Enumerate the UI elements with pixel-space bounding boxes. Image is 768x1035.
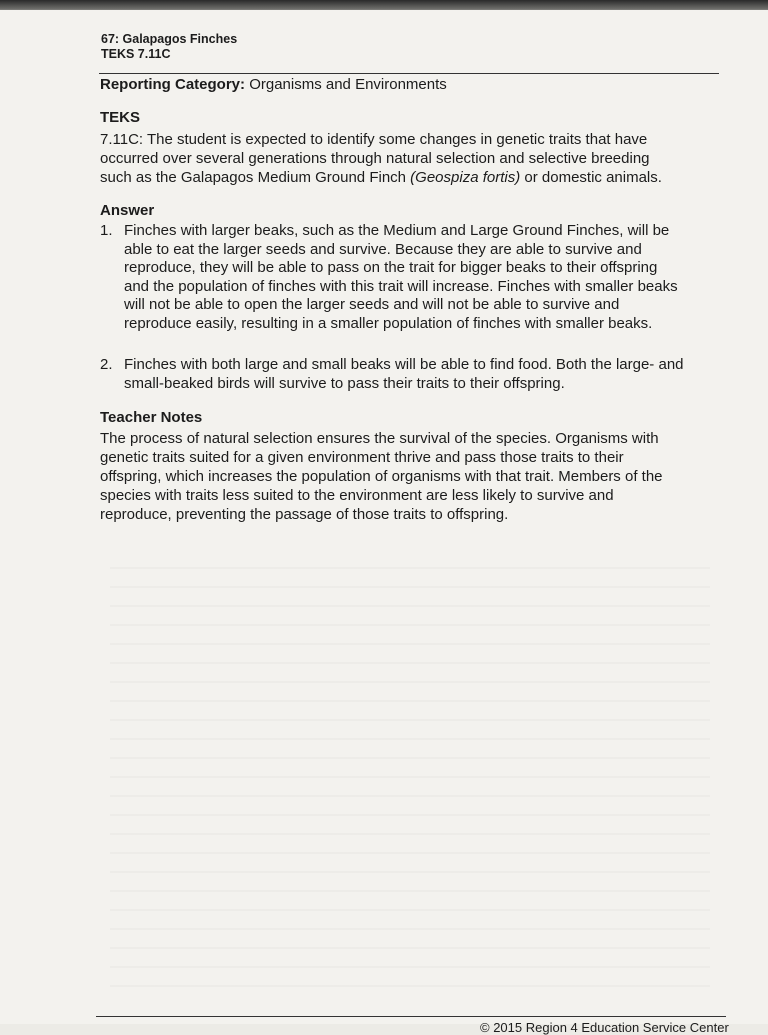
- reporting-category-value: Organisms and Environments: [249, 76, 447, 93]
- teks-statement: [100, 130, 720, 187]
- teks-line-tail: or domestic animals.: [520, 169, 662, 186]
- answer-heading: Answer: [100, 202, 155, 219]
- document-header: [101, 32, 237, 62]
- teks-line: 7.11C: The student is expected to identify some changes in genetic traits that have: [100, 131, 648, 148]
- notes-line: reproduce, preventing the passage of those traits to offspring.: [100, 506, 509, 523]
- header-divider: [99, 73, 719, 74]
- notes-line: species with traits less suited to the environment are less likely to survive and: [100, 487, 614, 504]
- teks-line: [100, 168, 720, 187]
- footer-divider: [96, 1016, 726, 1017]
- item-title: 67: Galapagos Finches: [101, 32, 238, 46]
- teacher-notes-text: [100, 429, 720, 524]
- answer-line: reproduce easily, resulting in a smaller population of finches with smaller beaks.: [124, 314, 653, 332]
- notes-line: The process of natural selection ensures the survival of the species. Organisms with: [100, 430, 659, 447]
- teacher-notes-heading: Teacher Notes: [100, 409, 203, 426]
- reporting-category-label: Reporting Category:: [100, 76, 246, 93]
- answer-line: will not be able to open the larger seeds and will not be able to survive and: [124, 296, 620, 314]
- answer-item-text: [124, 356, 720, 393]
- answer-line: Finches with both large and small beaks will be able to find food. Both the large- and: [124, 356, 684, 373]
- species-name: (Geospiza fortis): [410, 169, 521, 186]
- answer-line: small-beaked birds will survive to pass their traits to their offspring.: [124, 374, 565, 392]
- reporting-category: [100, 76, 447, 94]
- answer-item-number: 2.: [100, 356, 113, 373]
- notes-line: genetic traits suited for a given environment thrive and pass those traits to their: [100, 449, 624, 466]
- document-page: [0, 10, 768, 1035]
- answer-line: and the population of finches with this trait will increase. Finches with smaller beaks: [124, 277, 678, 295]
- answer-line: reproduce, they will be able to pass on the trait for bigger beaks to their offspring: [124, 259, 658, 277]
- teks-line: occurred over several generations through natural selection and selective breeding: [100, 150, 650, 167]
- teks-line-text: such as the Galapagos Medium Ground Finch: [100, 169, 411, 186]
- teks-code: TEKS 7.11C: [101, 47, 171, 61]
- teks-heading: TEKS: [100, 109, 141, 126]
- answer-line: able to eat the larger seeds and survive. Because they are able to survive and: [124, 240, 642, 258]
- answer-item-1: [100, 222, 720, 334]
- answer-item-2: [100, 356, 720, 393]
- answer-line: Finches with larger beaks, such as the Medium and Large Ground Finches, will be: [124, 222, 670, 239]
- bleed-through-area: [110, 550, 710, 1000]
- answer-item-number: 1.: [100, 222, 113, 239]
- answer-item-text: [124, 222, 720, 334]
- notes-line: offspring, which increases the population of organisms with that trait. Members of the: [100, 468, 663, 485]
- footer-copyright: © 2015 Region 4 Education Service Center: [480, 1020, 729, 1035]
